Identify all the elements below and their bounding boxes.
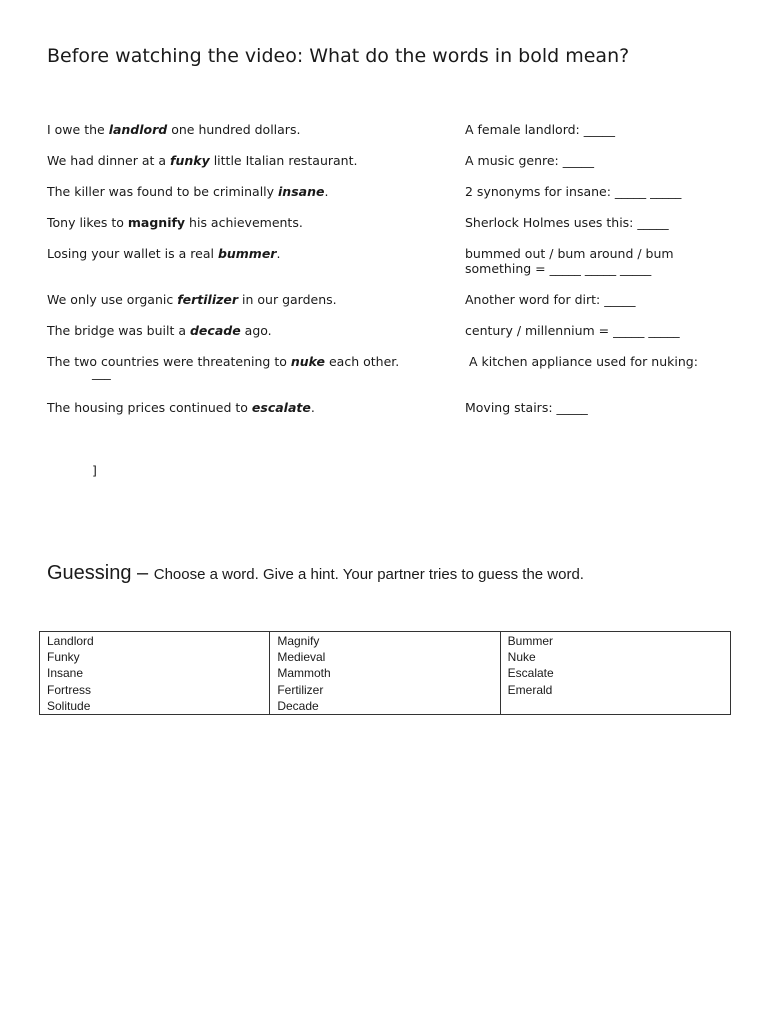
- word-item: Medieval: [277, 650, 326, 665]
- word-item: Solitude: [47, 698, 91, 713]
- sentence: Losing your wallet is a real bummer.: [47, 246, 281, 261]
- bold-word: bummer: [217, 246, 277, 261]
- answer-blank: ___: [92, 365, 111, 380]
- word-item: Escalate: [507, 666, 554, 681]
- bold-word: insane: [278, 184, 325, 199]
- clue: A kitchen appliance used for nuking:: [465, 354, 698, 369]
- bold-word: fertilizer: [177, 292, 239, 307]
- guessing-title: Guessing –: [47, 562, 154, 584]
- sentence: We had dinner at a funky little Italian restaurant.: [47, 153, 358, 168]
- clue: century / millennium = _____ _____: [465, 323, 680, 338]
- word-column: [270, 632, 500, 715]
- word-item: Emerald: [507, 682, 553, 697]
- page-title: Before watching the video: What do the words in bold mean?: [47, 45, 630, 67]
- word-column: [500, 632, 730, 715]
- word-item: Bummer: [507, 634, 553, 648]
- bold-word: funky: [170, 153, 210, 168]
- word-item: Insane: [47, 666, 84, 681]
- clue: A female landlord: _____: [465, 122, 615, 137]
- clue: Sherlock Holmes uses this: _____: [465, 215, 669, 230]
- bold-word: nuke: [290, 354, 325, 369]
- clue: 2 synonyms for insane: _____ _____: [465, 184, 682, 199]
- bold-word: decade: [189, 323, 241, 338]
- guessing-instructions: Choose a word. Give a hint. Your partner tries to guess the word.: [153, 566, 584, 583]
- sentence: Tony likes to magnify his achievements.: [47, 215, 303, 230]
- sentence: The killer was found to be criminally insane.: [47, 184, 329, 199]
- word-item: Funky: [47, 650, 80, 665]
- clue: A music genre: _____: [465, 153, 594, 168]
- word-item: Decade: [277, 698, 319, 713]
- sentence: The bridge was built a decade ago.: [47, 323, 272, 338]
- sentence: We only use organic fertilizer in our gardens.: [47, 292, 337, 307]
- stray-bracket: ]: [92, 463, 97, 478]
- word-item: Nuke: [507, 650, 536, 665]
- clue: bummed out / bum around / bum something = _____ _____ _____: [465, 246, 674, 276]
- clue: Moving stairs: _____: [465, 400, 588, 415]
- word-table: [39, 631, 731, 715]
- word-item: Fortress: [47, 682, 92, 697]
- word-item: Fertilizer: [277, 682, 324, 697]
- bold-word: landlord: [108, 122, 168, 137]
- word-item: Landlord: [47, 634, 94, 648]
- word-item: Magnify: [277, 634, 320, 648]
- bold-word: magnify: [127, 215, 186, 230]
- word-column: [40, 632, 270, 715]
- sentence: The housing prices continued to escalate.: [47, 400, 315, 415]
- sentence: I owe the landlord one hundred dollars.: [47, 122, 301, 137]
- bold-word: escalate: [251, 400, 311, 415]
- clue: Another word for dirt: _____: [465, 292, 636, 307]
- word-item: Mammoth: [277, 666, 331, 681]
- guessing-heading: [47, 558, 584, 586]
- sentence: The two countries were threatening to nuke each other.: [47, 354, 400, 369]
